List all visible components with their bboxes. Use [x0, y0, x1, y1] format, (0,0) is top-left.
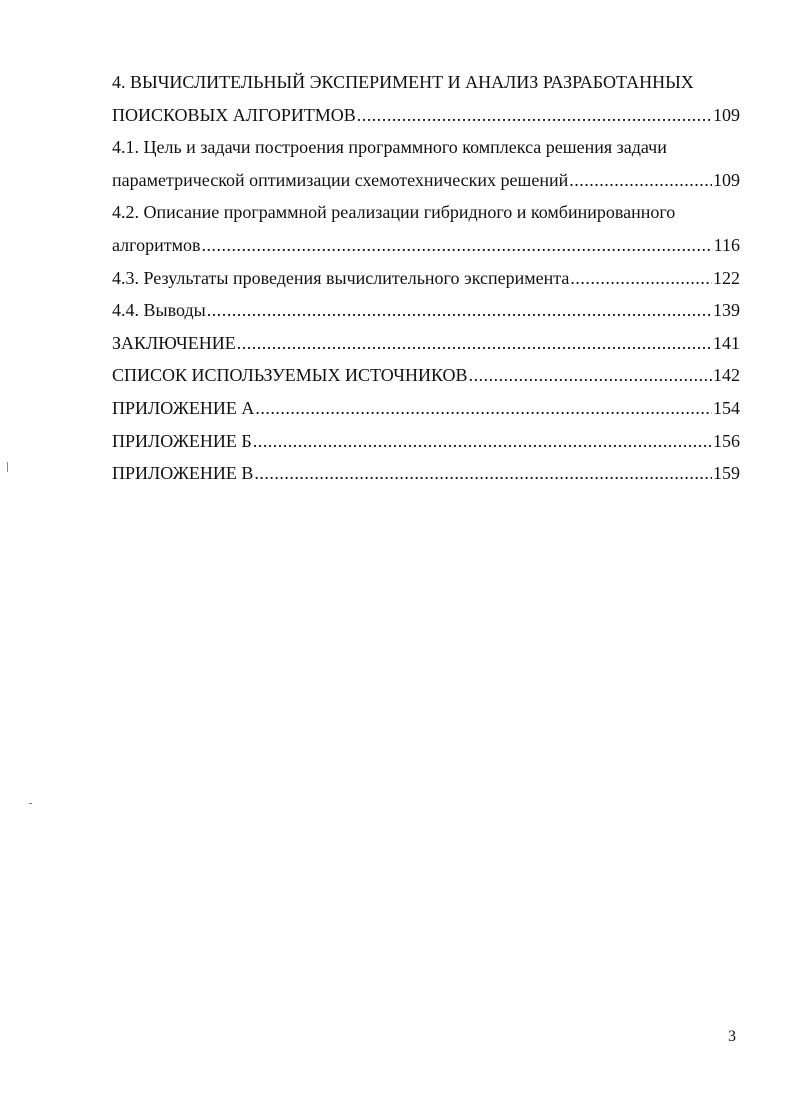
toc-page-number: 156	[713, 430, 740, 451]
dot-leader	[201, 229, 712, 262]
toc-page-number: 159	[713, 463, 740, 484]
toc-entry-title: ПРИЛОЖЕНИЕ В	[112, 463, 254, 484]
scan-artifact-dot	[29, 803, 32, 804]
toc-page-number: 141	[713, 332, 740, 353]
dot-leader	[237, 327, 712, 360]
toc-entry-title: ПРИЛОЖЕНИЕ Б	[112, 430, 252, 451]
dot-leader	[254, 457, 712, 490]
toc-entry-4-2[interactable]	[112, 229, 740, 262]
toc-page-number: 109	[713, 104, 740, 125]
toc-entry-4[interactable]	[112, 99, 740, 132]
toc-page-number: 142	[713, 365, 740, 386]
toc-entry-title: 4.4. Выводы	[112, 300, 206, 321]
toc-entry-title: параметрической оптимизации схемотехнических решений	[112, 169, 569, 190]
dot-leader	[570, 262, 712, 295]
toc-entry-title: ЗАКЛЮЧЕНИЕ	[112, 332, 236, 353]
toc-page-number: 109	[713, 169, 740, 190]
dot-leader	[253, 425, 712, 458]
page-number: 3	[728, 1028, 736, 1045]
toc-page-number: 116	[713, 234, 740, 255]
toc-entry-references[interactable]	[112, 359, 740, 392]
toc-entry-title: 4.2. Описание программной реализации гибридного и комбинированного	[112, 202, 676, 223]
toc-entry-4-1[interactable]	[112, 164, 740, 197]
toc-entry-appendix-a[interactable]	[112, 392, 740, 425]
dot-leader	[469, 359, 712, 392]
toc-entry-4-4[interactable]	[112, 294, 740, 327]
table-of-contents	[112, 66, 740, 490]
dot-leader	[569, 164, 712, 197]
toc-entry-title: 4.3. Результаты проведения вычислительного эксперимента	[112, 267, 570, 288]
toc-entry-title: ПРИЛОЖЕНИЕ А	[112, 397, 255, 418]
toc-entry-title: СПИСОК ИСПОЛЬЗУЕМЫХ ИСТОЧНИКОВ	[112, 365, 468, 386]
toc-entry-4-title-line	[112, 66, 740, 99]
toc-entry-title: 4.1. Цель и задачи построения программного комплекса решения задачи	[112, 137, 667, 158]
toc-entry-title: ПОИСКОВЫХ АЛГОРИТМОВ	[112, 104, 356, 125]
toc-entry-4-2-title-line	[112, 196, 740, 229]
toc-entry-appendix-b[interactable]	[112, 425, 740, 458]
toc-entry-4-3[interactable]	[112, 262, 740, 295]
toc-page-number: 139	[713, 300, 740, 321]
dot-leader	[357, 99, 712, 132]
toc-entry-4-1-title-line	[112, 131, 740, 164]
toc-entry-appendix-v[interactable]	[112, 457, 740, 490]
toc-entry-title: алгоритмов	[112, 234, 201, 255]
dot-leader	[207, 294, 712, 327]
toc-page-number: 154	[713, 397, 740, 418]
toc-page-number: 122	[713, 267, 740, 288]
toc-entry-title: 4. ВЫЧИСЛИТЕЛЬНЫЙ ЭКСПЕРИМЕНТ И АНАЛИЗ РАЗРАБОТАННЫХ	[112, 72, 694, 92]
toc-entry-conclusion[interactable]	[112, 327, 740, 360]
dot-leader	[255, 392, 712, 425]
scan-artifact-mark	[7, 462, 8, 472]
